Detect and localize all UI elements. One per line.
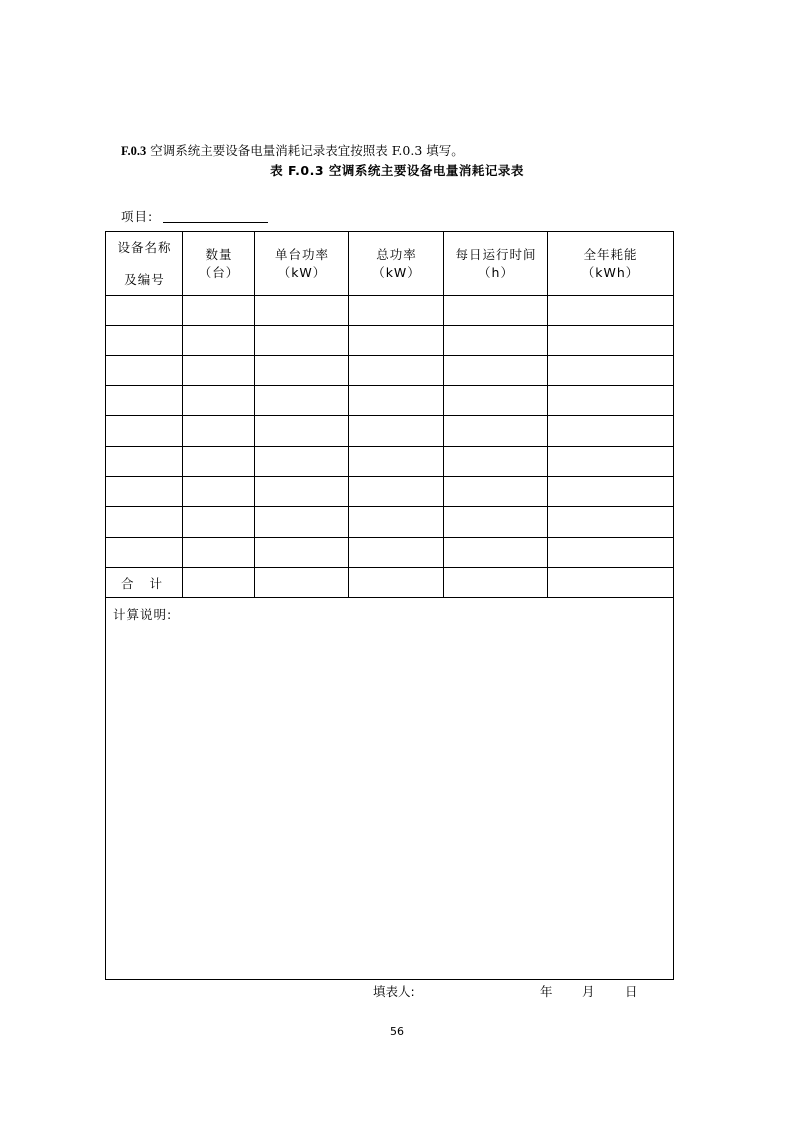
row-divider [106, 506, 673, 507]
header-daily-hours-line2: （h） [478, 264, 514, 280]
column-divider [254, 232, 255, 598]
calculation-notes-label: 计算说明: [113, 607, 173, 622]
row-divider [106, 355, 673, 356]
row-divider [106, 325, 673, 326]
header-daily-hours [444, 232, 548, 295]
header-unit-power [255, 232, 349, 295]
project-label: 项目: [121, 209, 154, 224]
header-annual-energy-line1: 全年耗能 [583, 246, 638, 262]
row-divider [106, 597, 673, 598]
header-quantity [183, 232, 255, 295]
header-annual-energy-line2: （kWh） [581, 264, 640, 280]
row-divider [106, 476, 673, 477]
energy-record-table [105, 231, 674, 980]
header-device-name-line2: 及编号 [124, 271, 165, 287]
header-device-name [106, 232, 183, 295]
filler-label: 填表人: [373, 984, 415, 999]
row-divider [106, 537, 673, 538]
row-divider [106, 567, 673, 568]
day-label: 日 [625, 984, 638, 999]
row-divider [106, 295, 673, 296]
total-row-label: 合 计 [121, 576, 168, 591]
header-annual-energy [548, 232, 673, 295]
table-title: 表 F.0.3 空调系统主要设备电量消耗记录表 [270, 163, 524, 178]
project-field [121, 207, 153, 225]
column-divider [443, 232, 444, 598]
header-total-power-line1: 总功率 [376, 246, 417, 262]
row-divider [106, 446, 673, 447]
header-device-name-line1: 设备名称 [117, 239, 172, 255]
header-unit-power-line2: （kW） [277, 264, 327, 280]
intro-text: 空调系统主要设备电量消耗记录表宜按照表 F.0.3 填写。 [146, 143, 464, 158]
project-blank-line [163, 222, 268, 223]
intro-code: F.0.3 [121, 144, 147, 158]
header-total-power [349, 232, 444, 295]
header-daily-hours-line1: 每日运行时间 [455, 246, 537, 262]
header-unit-power-line1: 单台功率 [274, 246, 329, 262]
column-divider [348, 232, 349, 598]
column-divider [182, 232, 183, 598]
header-total-power-line2: （kW） [372, 264, 421, 280]
month-label: 月 [582, 984, 595, 999]
header-quantity-line2: （台） [198, 264, 240, 280]
intro-paragraph [121, 141, 464, 159]
year-label: 年 [540, 984, 553, 999]
header-quantity-line1: 数量 [205, 246, 233, 262]
page-number: 56 [390, 1025, 404, 1038]
row-divider [106, 415, 673, 416]
column-divider [547, 232, 548, 598]
row-divider [106, 385, 673, 386]
